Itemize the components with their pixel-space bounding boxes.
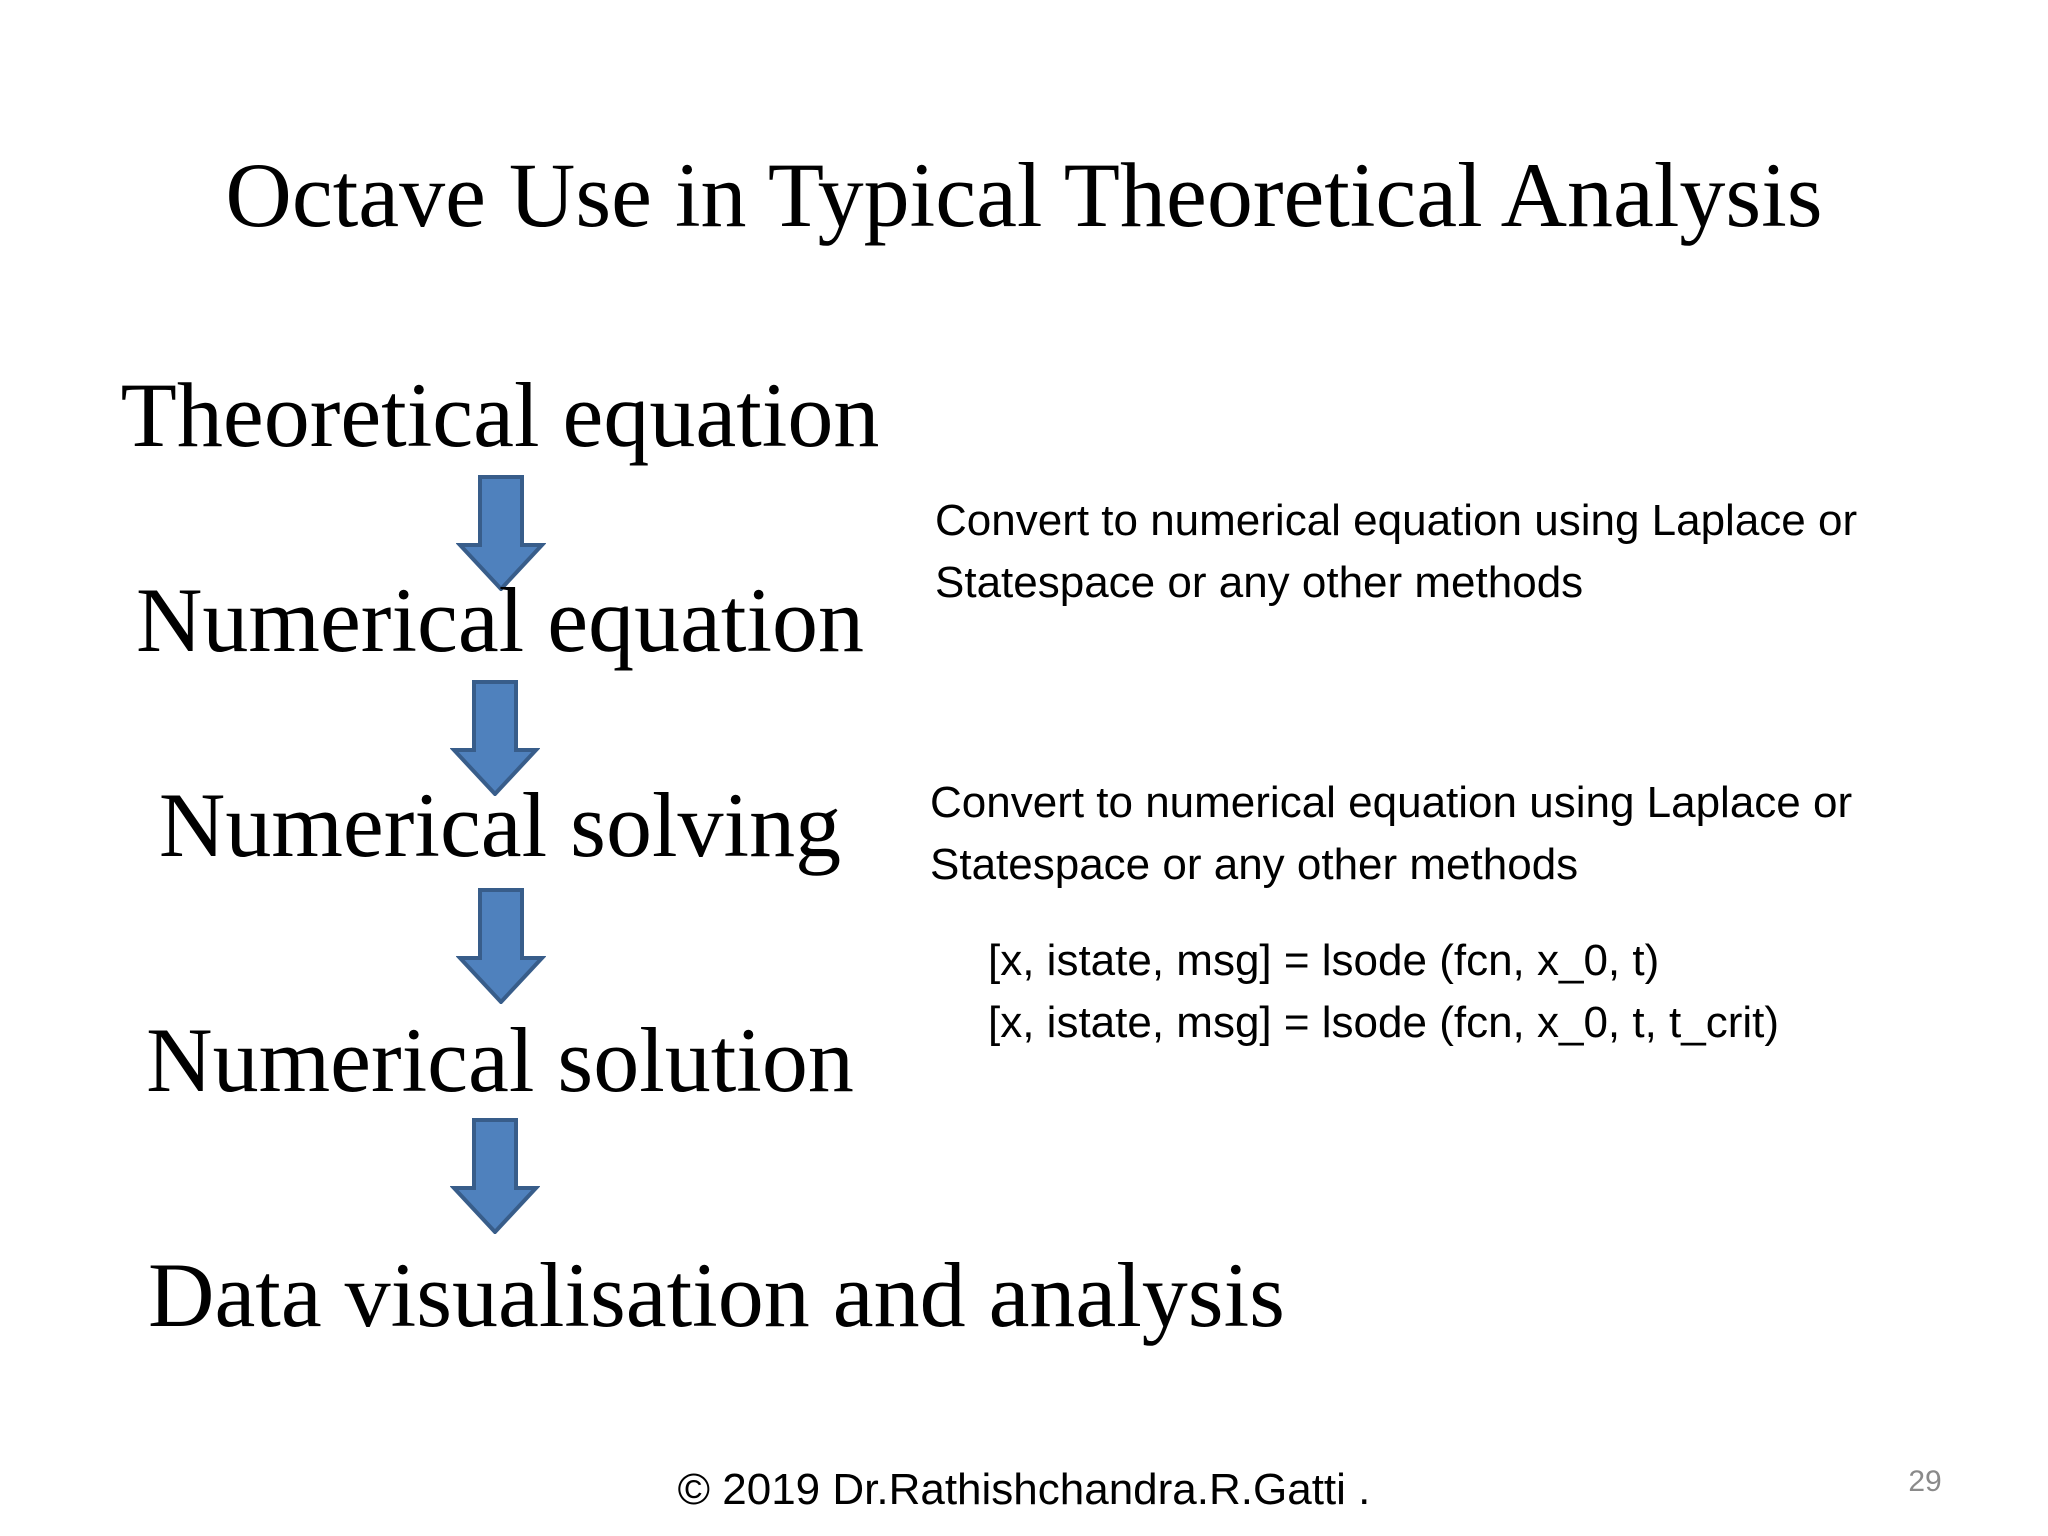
slide-title: Octave Use in Typical Theoretical Analysis: [225, 144, 1823, 246]
step-numerical-solving: Numerical solving: [158, 774, 842, 876]
down-arrow-icon: [450, 1118, 540, 1234]
annotation-line: Convert to numerical equation using Laplace or: [935, 496, 1858, 545]
down-arrow-shape: [460, 890, 542, 1002]
slide-number: 29: [1908, 1465, 1942, 1498]
annotation-line: Convert to numerical equation using Laplace or: [930, 778, 1853, 827]
step-numerical-equation: Numerical equation: [135, 569, 865, 671]
step-data-visualisation: Data visualisation and analysis: [148, 1244, 1285, 1346]
step-theoretical-equation: Theoretical equation: [120, 364, 880, 466]
code-line: [x, istate, msg] = lsode (fcn, x_0, t, t_crit): [988, 998, 1780, 1047]
copyright-footer: © 2019 Dr.Rathishchandra.R.Gatti .: [677, 1465, 1371, 1514]
annotation-conversion-2: [930, 772, 1852, 896]
annotation-line: Statespace or any other methods: [935, 558, 1584, 607]
down-arrow-shape: [454, 1120, 536, 1232]
annotation-conversion-1: [935, 490, 1857, 614]
down-arrow-icon: [456, 888, 546, 1004]
step-numerical-solution: Numerical solution: [146, 1009, 854, 1111]
annotation-line: Statespace or any other methods: [930, 840, 1579, 889]
lsode-syntax: [988, 930, 1779, 1054]
code-line: [x, istate, msg] = lsode (fcn, x_0, t): [988, 936, 1660, 985]
